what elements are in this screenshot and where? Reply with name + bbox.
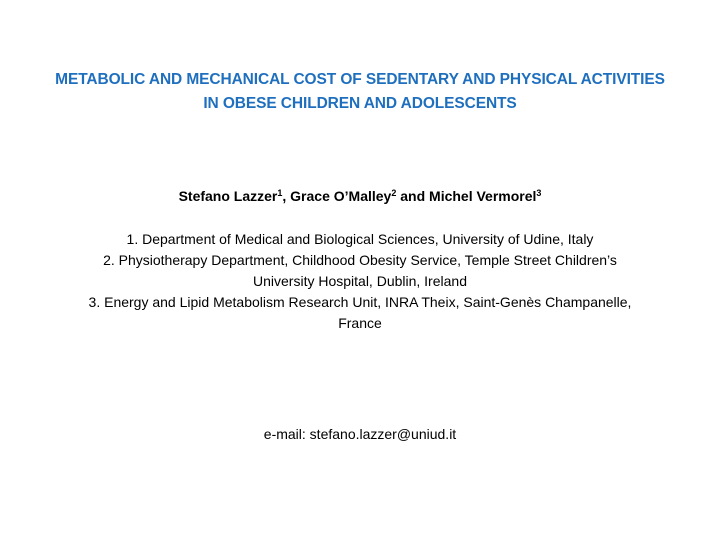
author-name: Michel Vermorel [429,188,537,204]
author-list [20,186,700,206]
affiliation-2-line-2: University Hospital, Dublin, Ireland [253,273,467,289]
affiliation-3-line-1: 3. Energy and Lipid Metabolism Research Unit, INRA Theix, Saint-Genès Champanelle, [88,294,632,310]
title-line-2: IN OBESE CHILDREN AND ADOLESCENTS [203,95,517,112]
contact-email: e-mail: stefano.lazzer@uniud.it [263,426,457,442]
author-name: Grace O’Malley [290,188,392,204]
author-affiliation-number: 2 [391,188,397,198]
author-separator: and [396,188,430,204]
author-affiliation-number: 3 [536,188,542,198]
slide-title [20,68,700,116]
affiliation-list [20,229,700,334]
affiliation-1: 1. Department of Medical and Biological Sciences, University of Udine, Italy [126,231,594,247]
affiliation-3-line-2: France [338,315,382,331]
affiliation-2-line-1: 2. Physiotherapy Department, Childhood Obesity Service, Temple Street Children’s [103,252,617,268]
author-affiliation-number: 1 [277,188,283,198]
author-separator: , [282,188,291,204]
title-line-1: METABOLIC AND MECHANICAL COST OF SEDENTARY AND PHYSICAL ACTIVITIES [55,71,665,88]
author-name: Stefano Lazzer [178,188,278,204]
